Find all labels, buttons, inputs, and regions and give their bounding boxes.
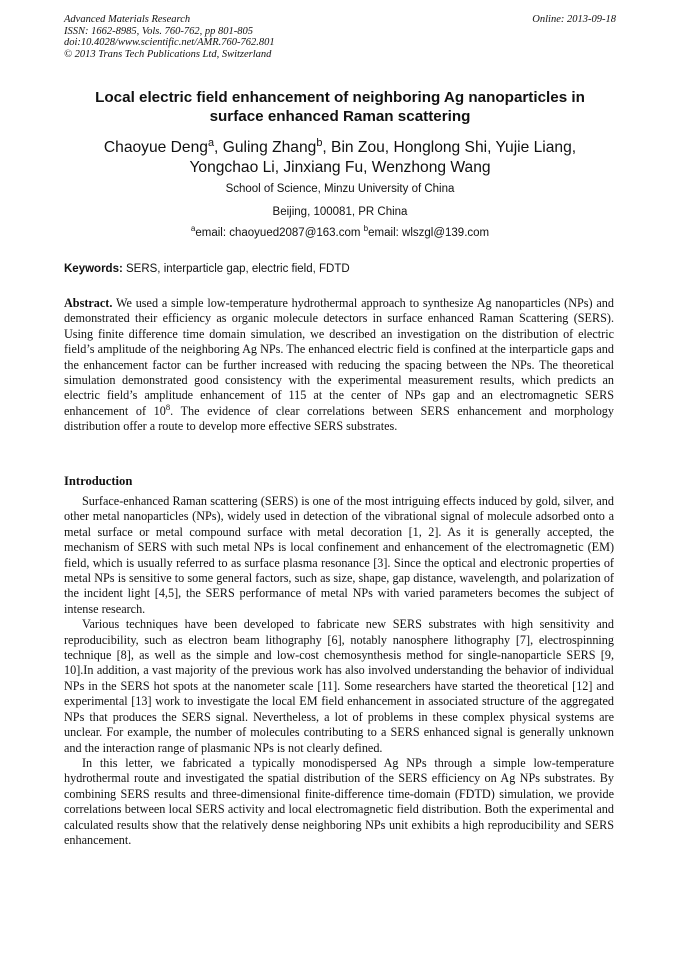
journal-issn: ISSN: 1662-8985, Vols. 760-762, pp 801-805	[64, 25, 253, 37]
journal-doi: doi:10.4028/www.scientific.net/AMR.760-762.801	[64, 37, 275, 49]
author-list	[64, 138, 616, 178]
keywords-label: Keywords:	[64, 263, 123, 275]
abstract-text-1: We used a simple low-temperature hydrothermal approach to synthesize Ag nanoparticles (NPs) and demonstrated their efficiency as organic molecule detectors in surface enhanced Raman Scattering (SERS). Using finite difference time domain simulation, we described an investigation on the distribution of electric field’s amplitude of the neighboring Ag NPs. The enhanced electric field is confined at the interparticle gaps and the enhancement factor can be further increased with reducing the spacing between the NPs. The theoretical simulation demonstrated good consistency with the experimental measurement results, which predicts an electric field’s amplitude enhancement of 115 at the center of NPs gap and an electromagnetic SERS enhancement of 10	[64, 296, 614, 418]
affiliation-emails	[64, 226, 616, 240]
authors-line-2: Yongchao Li, Jinxiang Fu, Wenzhong Wang	[189, 159, 491, 176]
journal-name: Advanced Materials Research	[64, 14, 191, 25]
authors-rest: , Bin Zou, Honglong Shi, Yujie Liang,	[322, 139, 577, 156]
author-deng: Chaoyue Deng	[103, 139, 208, 156]
intro-paragraph-2: Various techniques have been developed to fabricate new SERS substrates with high sensitivity and reproducibility, such as electron beam lithography [6], notably nanosphere lithography [7], electrospinning technique [8], as well as the simple and low-cost chemosynthesis method for single-nanoparticle SERS [9, 10].In addition, a vast majority of the previous work has also involved understanding the behavior of individual NPs in the SERS hot spots at the nanometer scale [11]. Some researchers have started the theoretical [12] and experimental [13] work to investigate the local EM field enhancement in associated structure of the aggregated NPs that produces the SERS signal. Nevertheless, a lot of problems in these complex physical systems are unclear. For example, the number of molecules contributing to a SERS enhanced signal is generally unknown and the interaction range of plasmanic NPs is not clearly defined.	[64, 617, 614, 755]
keywords	[64, 262, 616, 276]
online-date: Online: 2013-09-18	[532, 14, 616, 25]
author-zhang-mark: b	[316, 136, 323, 149]
affiliation-city: Beijing, 100081, PR China	[272, 206, 408, 218]
keywords-text: SERS, interparticle gap, electric field, FDTD	[122, 263, 350, 275]
title-line-2: surface enhanced Raman scattering	[209, 108, 471, 125]
email-b-mark: b	[363, 224, 369, 234]
intro-paragraph-1: Surface-enhanced Raman scattering (SERS) is one of the most intriguing effects induced by gold, silver, and other metal nanoparticles (NPs), widely used in detection of the vibrational signal of molecule adsorbed onto a metal surface or metal compound surface with metal decoration [1, 2]. As it is generally accepted, the mechanism of SERS with such metal NPs is local confinement and enhancement of the electromagnetic (EM) field, which is usually referred to as surface plasma resonance [3]. Since the optical and electronic properties of metal NPs is sensitive to some general factors, such as size, shape, gap distance, wavelength, and polarization of the incident light [4,5], the SERS performance of metal NPs with varied parameters becomes the subject of intense research.	[64, 494, 614, 616]
author-zhang: Guling Zhang	[222, 139, 317, 156]
intro-paragraph-3: In this letter, we fabricated a typically monodispersed Ag NPs through a simple low-temperature hydrothermal route and investigated the spatial distribution of the SERS efficiency on Ag NPs substrates. By combining SERS results and three-dimensional finite-difference time-domain (FDTD) simulation, we provide correlations between local SERS activity and local electromagnetic field distribution. Both the experimental and calculated results show that the relatively dense neighboring NPs unit exhibits a high reproducibility and SERS enhancement.	[64, 755, 614, 847]
authors-line-1	[64, 138, 616, 158]
introduction-heading: Introduction	[64, 474, 133, 488]
author-separator: ,	[214, 139, 223, 156]
title-line-1: Local electric field enhancement of neighboring Ag nanoparticles in	[95, 89, 585, 106]
abstract-exponent: 8	[165, 401, 171, 412]
abstract-text-2: . The evidence of clear correlations between SERS enhancement and morphology distribution offer a route to develop more effective SERS substrates.	[64, 403, 614, 434]
affiliation-school: School of Science, Minzu University of China	[225, 183, 455, 195]
email-a-mark: a	[190, 224, 196, 234]
email-a: email: chaoyued2087@163.com	[195, 227, 364, 239]
abstract-label: Abstract.	[64, 296, 113, 310]
author-deng-mark: a	[207, 136, 215, 149]
paper-title	[64, 88, 616, 126]
introduction-body	[64, 494, 614, 848]
journal-copyright: © 2013 Trans Tech Publications Ltd, Switzerland	[64, 48, 272, 60]
abstract	[64, 296, 614, 435]
journal-header	[64, 14, 616, 60]
email-b: email: wlszgl@139.com	[368, 227, 490, 239]
